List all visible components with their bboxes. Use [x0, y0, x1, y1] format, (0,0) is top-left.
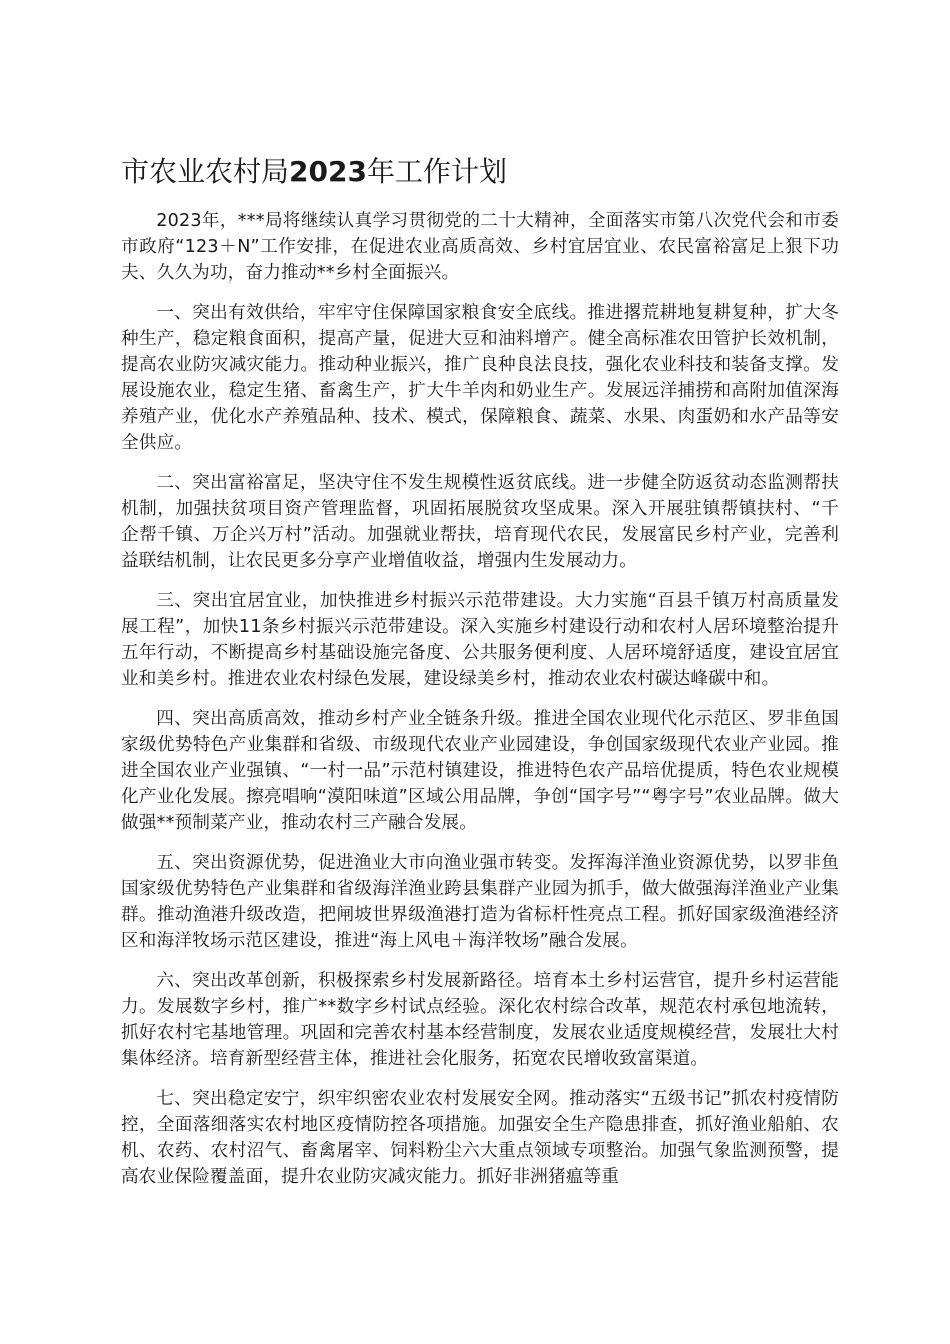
intro-paragraph: 2023年，***局将继续认真学习贯彻党的二十大精神，全面落实市第八次党代会和市委市政府“123＋N”工作安排，在促进农业高质高效、乡村宜居宜业、农民富裕富足上狠下功夫、久久为功，奋力推动**乡村全面振兴。 — [121, 211, 839, 283]
section-1-paragraph: 一、突出有效供给，牢牢守住保障国家粮食安全底线。推进撂荒耕地复耕复种，扩大冬种生产，稳定粮食面积，提高产量，促进大豆和油料增产。健全高标准农田管护长效机制，提高农业防灾减灾能力。推动种业振兴，推广良种良法良技，强化农业科技和装备支撑。发展设施农业，稳定生猪、畜禽生产，扩大牛羊肉和奶业生产。发展远洋捕捞和高附加值深海养殖产业，优化水产养殖品种、技术、模式，保障粮食、蔬菜、水果、肉蛋奶和水产品等安全供应。 — [121, 303, 839, 453]
title-year: 2023 — [289, 155, 367, 188]
title-prefix: 市农业农村局 — [121, 155, 290, 188]
section-5-paragraph: 五、突出资源优势，促进渔业大市向渔业强市转变。发挥海洋渔业资源优势，以罗非鱼国家级优势特色产业集群和省级海洋渔业跨县集群产业园为抓手，做大做强海洋渔业产业集群。推动渔港升级改造，把闸坡世界级渔港打造为省标杆性亮点工程。抓好国家级渔港经济区和海洋牧场示范区建设，推进“海上风电＋海洋牧场”融合发展。 — [121, 853, 839, 951]
section-4-paragraph: 四、突出高质高效，推动乡村产业全链条升级。推进全国农业现代化示范区、罗非鱼国家级优势特色产业集群和省级、市级现代农业产业园建设，争创国家级现代农业产业园。推进全国农业产业强镇、“一村一品”示范村镇建设，推进特色农产品培优提质，特色农业规模化产业化发展。擦亮唱响“漠阳味道”区域公用品牌，争创“国字号”“粤字号”农业品牌。做大做强**预制菜产业，推动农村三产融合发展。 — [121, 709, 839, 833]
document-title — [121, 150, 841, 194]
section-7-paragraph: 七、突出稳定安宁，织牢织密农业农村发展安全网。推动落实“五级书记”抓农村疫情防控，全面落细落实农村地区疫情防控各项措施。加强安全生产隐患排查，抓好渔业船舶、农机、农药、农村沼气、畜禽屠宰、饲料粉尘六大重点领域专项整治。加强气象监测预警，提高农业保险覆盖面，提升农业防灾减灾能力。抓好非洲猪瘟等重 — [121, 1089, 839, 1187]
document-body — [121, 208, 839, 1204]
section-2-paragraph: 二、突出富裕富足，坚决守住不发生规模性返贫底线。进一步健全防返贫动态监测帮扶机制，加强扶贫项目资产管理监督，巩固拓展脱贫攻坚成果。深入开展驻镇帮镇扶村、“千企帮千镇、万企兴万村”活动。加强就业帮扶，培育现代农民，发展富民乡村产业，完善利益联结机制，让农民更多分享产业增值收益，增强内生发展动力。 — [121, 473, 839, 571]
section-6-paragraph: 六、突出改革创新，积极探索乡村发展新路径。培育本土乡村运营官，提升乡村运营能力。发展数字乡村，推广**数字乡村试点经验。深化农村综合改革，规范农村承包地流转，抓好农村宅基地管理。巩固和完善农村基本经营制度，发展农业适度规模经营，发展壮大村集体经济。培育新型经营主体，推进社会化服务，拓宽农民增收致富渠道。 — [121, 971, 839, 1069]
section-3-paragraph: 三、突出宜居宜业，加快推进乡村振兴示范带建设。大力实施“百县千镇万村高质量发展工程”，加快11条乡村振兴示范带建设。深入实施乡村建设行动和农村人居环境整治提升五年行动，不断提高乡村基础设施完备度、公共服务便利度、人居环境舒适度，建设宜居宜业和美乡村。推进农业农村绿色发展，建设绿美乡村，推动农业农村碳达峰碳中和。 — [121, 591, 839, 689]
title-suffix: 年工作计划 — [366, 155, 507, 188]
